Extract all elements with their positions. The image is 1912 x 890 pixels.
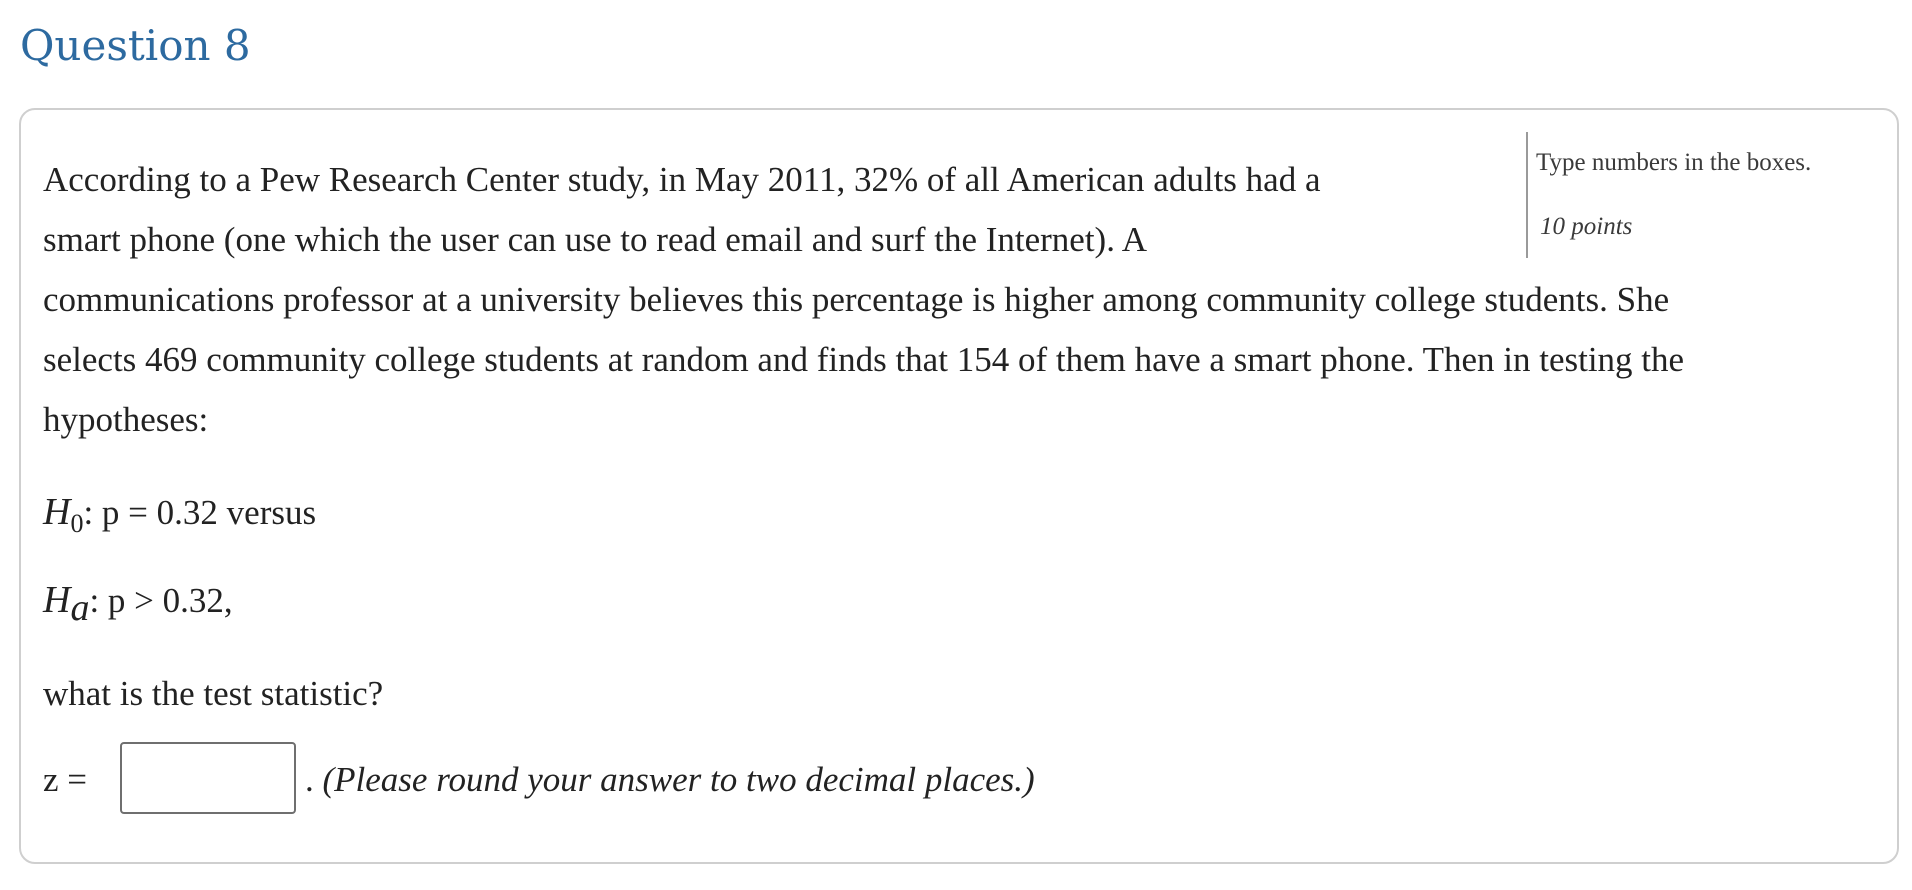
alt-hypothesis-symbol: H <box>43 579 71 621</box>
alt-hypothesis <box>43 570 233 631</box>
alt-hypothesis-statement: : p > 0.32, <box>89 581 233 620</box>
null-hypothesis-subscript: 0 <box>70 509 84 538</box>
rounding-note-prefix: . <box>305 760 314 799</box>
null-hypothesis <box>43 482 316 543</box>
rounding-note <box>305 760 1035 800</box>
null-hypothesis-symbol: H <box>43 491 71 533</box>
question-prompt: what is the test statistic? <box>43 674 384 713</box>
question-text-line-4: selects 469 community college students at random and finds that 154 of them have a smart phone. Then in testing the <box>43 340 1685 379</box>
z-answer-input[interactable] <box>120 742 296 814</box>
null-hypothesis-statement: : p = 0.32 versus <box>83 493 317 532</box>
instructions-type-hint: Type numbers in the boxes. <box>1536 149 1812 176</box>
question-text-line-2: smart phone (one which the user can use to read email and surf the Internet). A <box>43 220 1148 259</box>
question-title: Question 8 <box>20 21 251 70</box>
instructions-panel <box>1526 132 1866 258</box>
question-card <box>19 108 1899 864</box>
rounding-note-text: (Please round your answer to two decimal places.) <box>322 760 1035 799</box>
z-label: z = <box>43 760 88 799</box>
question-text-line-3: communications professor at a university believes this percentage is higher among community college students. She <box>43 280 1670 319</box>
question-text-line-1: According to a Pew Research Center study, in May 2011, 32% of all American adults had a <box>43 160 1321 199</box>
question-text-line-5: hypotheses: <box>43 400 209 439</box>
alt-hypothesis-subscript: a <box>70 587 90 629</box>
points-value: 10 points <box>1540 213 1633 240</box>
